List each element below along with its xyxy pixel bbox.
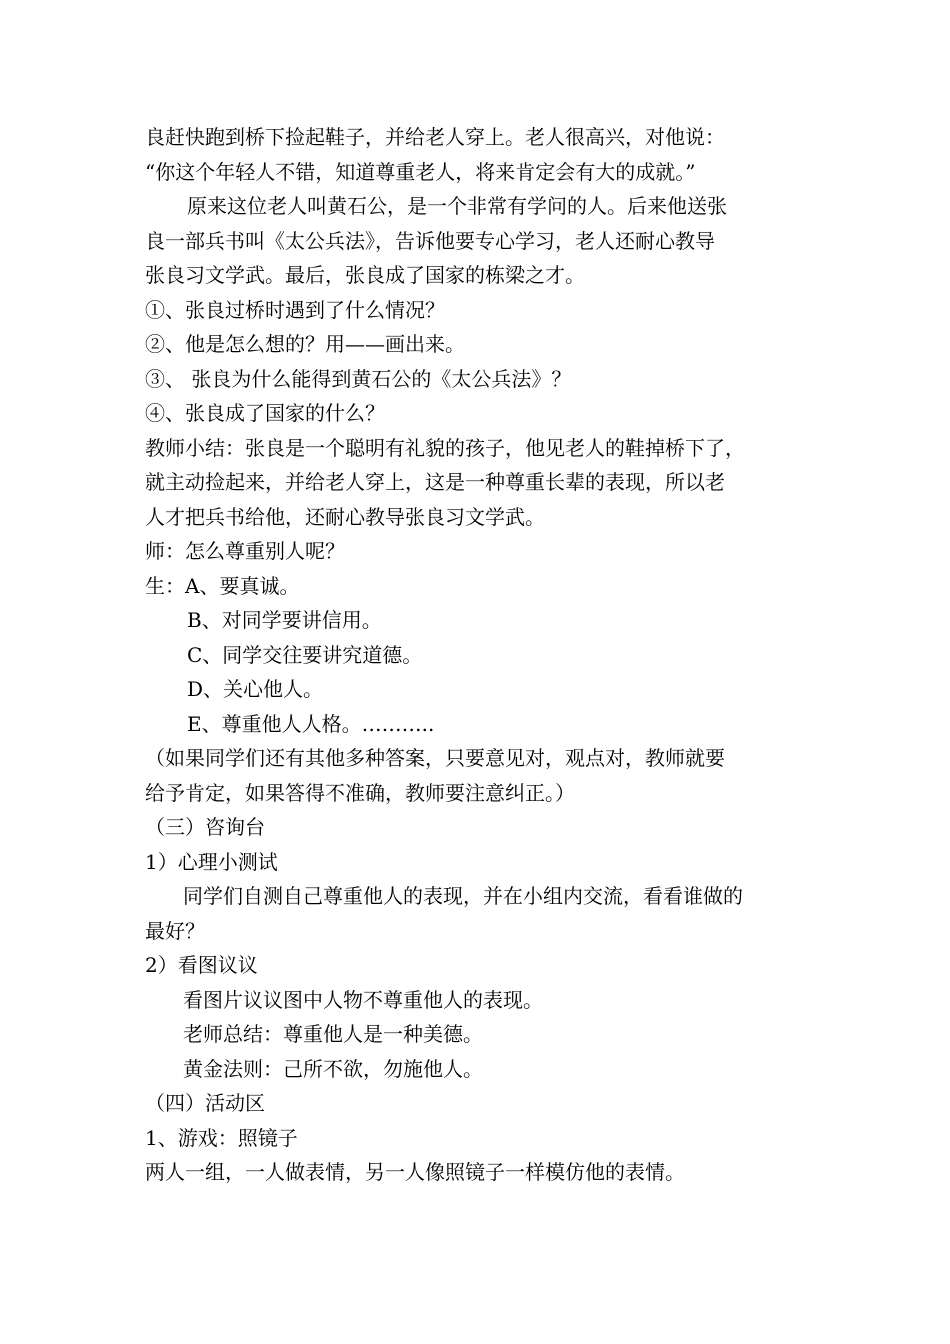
paragraph-start-line: 同学们自测自己尊重他人的表现，并在小组内交流，看看谁做的 [183, 884, 743, 908]
text-line: 张良习文学武。最后，张良成了国家的栋梁之才。 [145, 263, 585, 287]
question-4: ④、张良成了国家的什么？ [145, 401, 385, 425]
text-line: 看图片议议图中人物不尊重他人的表现。 [183, 987, 543, 1012]
text-line: 最好？ [145, 918, 205, 943]
student-answer-c: C、同学交往要讲究道德。 [187, 642, 423, 667]
student-answer-d: D、关心他人。 [187, 677, 324, 701]
section-heading-3: （三）咨询台 [145, 815, 265, 839]
subsection-heading: 1、游戏：照镜子 [145, 1125, 298, 1150]
note-line: 给予肯定，如果答得不准确，教师要注意纠正。） [145, 780, 575, 805]
text-line: 良赶快跑到桥下捡起鞋子，并给老人穿上。老人很高兴，对他说： [145, 125, 725, 149]
teacher-conclusion: 老师总结：尊重他人是一种美德。 [183, 1022, 483, 1046]
paragraph-start-line: 原来这位老人叫黄石公，是一个非常有学问的人。后来他送张 [187, 194, 727, 218]
note-line: （如果同学们还有其他多种答案，只要意见对，观点对，教师就要 [145, 746, 725, 770]
student-answer-a: 生：A、要真诚。 [145, 573, 300, 598]
teacher-question: 师：怎么尊重别人呢？ [145, 539, 345, 563]
teacher-summary-line: 教师小结：张良是一个聪明有礼貌的孩子，他见老人的鞋掉桥下了， [145, 435, 745, 460]
document-body [145, 120, 815, 1190]
question-2: ②、他是怎么想的？用——画出来。 [145, 332, 465, 356]
subsection-heading: 1）心理小测试 [145, 849, 278, 874]
question-1: ①、张良过桥时遇到了什么情况？ [145, 297, 445, 322]
text-line: 两人一组，一人做表情，另一人像照镜子一样模仿他的表情。 [145, 1160, 685, 1184]
question-3: ③、 张良为什么能得到黄石公的《太公兵法》？ [145, 366, 572, 391]
section-heading-4: （四）活动区 [145, 1091, 265, 1115]
text-line: 就主动捡起来，并给老人穿上，这是一种尊重长辈的表现，所以老 [145, 470, 725, 494]
subsection-heading: 2）看图议议 [145, 953, 258, 977]
text-line: 人才把兵书给他，还耐心教导张良习文学武。 [145, 504, 545, 529]
golden-rule: 黄金法则：己所不欲，勿施他人。 [183, 1056, 483, 1081]
text-line: 良一部兵书叫《太公兵法》，告诉他要专心学习，老人还耐心教导 [145, 228, 715, 253]
student-answer-e: E、尊重他人人格。……….. [187, 711, 435, 736]
student-answer-b: B、对同学要讲信用。 [187, 608, 382, 632]
text-line: “你这个年轻人不错，知道尊重老人，将来肯定会有大的成就。” [145, 159, 696, 184]
